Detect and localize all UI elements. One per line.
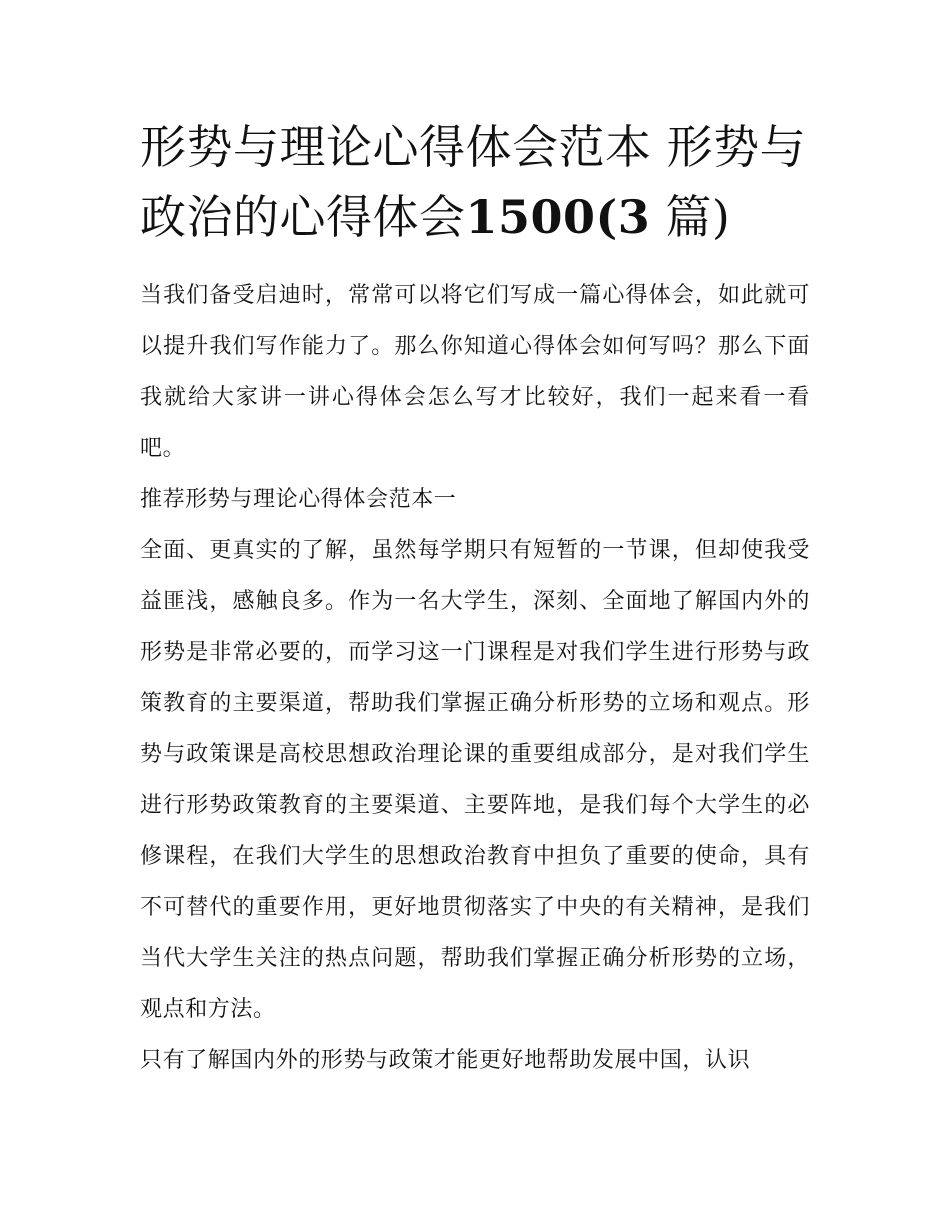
body-paragraph-continued: 只有了解国内外的形势与政策才能更好地帮助发展中国，认识 (140, 1048, 751, 1073)
title-number: 1500(3 (465, 190, 651, 244)
body-paragraph: 全面、更真实的了解，虽然每学期只有短暂的一节课，但却使我受益匪浅，感触良多。作为一名大学生，深刻、全面地了解国内外的形势是非常必要的，而学习这一门课程是对我们学生进行形势与政策教育的主要渠道，帮助我们掌握正确分析形势的立场和观点。形势与政策课是高校思想政治理论课的重要组成部分，是对我们学生进行形势政策教育的主要渠道、主要阵地，是我们每个大学生的必修课程，在我们大学生的思想政治教育中担负了重要的使命，具有不可替代的重要作用，更好地贯彻落实了中央的有关精神，是我们当代大学生关注的热点问题，帮助我们掌握正确分析形势的立场，观点和方法。 (140, 538, 810, 1022)
section-heading: 推荐形势与理论心得体会范本一 (140, 487, 457, 512)
intro-paragraph: 当我们备受启迪时，常常可以将它们写成一篇心得体会，如此就可以提升我们写作能力了。那么你知道心得体会如何写吗？那么下面我就给大家讲一讲心得体会怎么写才比较好，我们一起来看一看吧。 (140, 283, 810, 461)
document-page (140, 112, 810, 1086)
title-text: 形势与理论心得体会范本 形势与政治的心得体会 (140, 120, 807, 244)
title-suffix: 篇) (650, 190, 731, 244)
document-title (140, 112, 810, 252)
